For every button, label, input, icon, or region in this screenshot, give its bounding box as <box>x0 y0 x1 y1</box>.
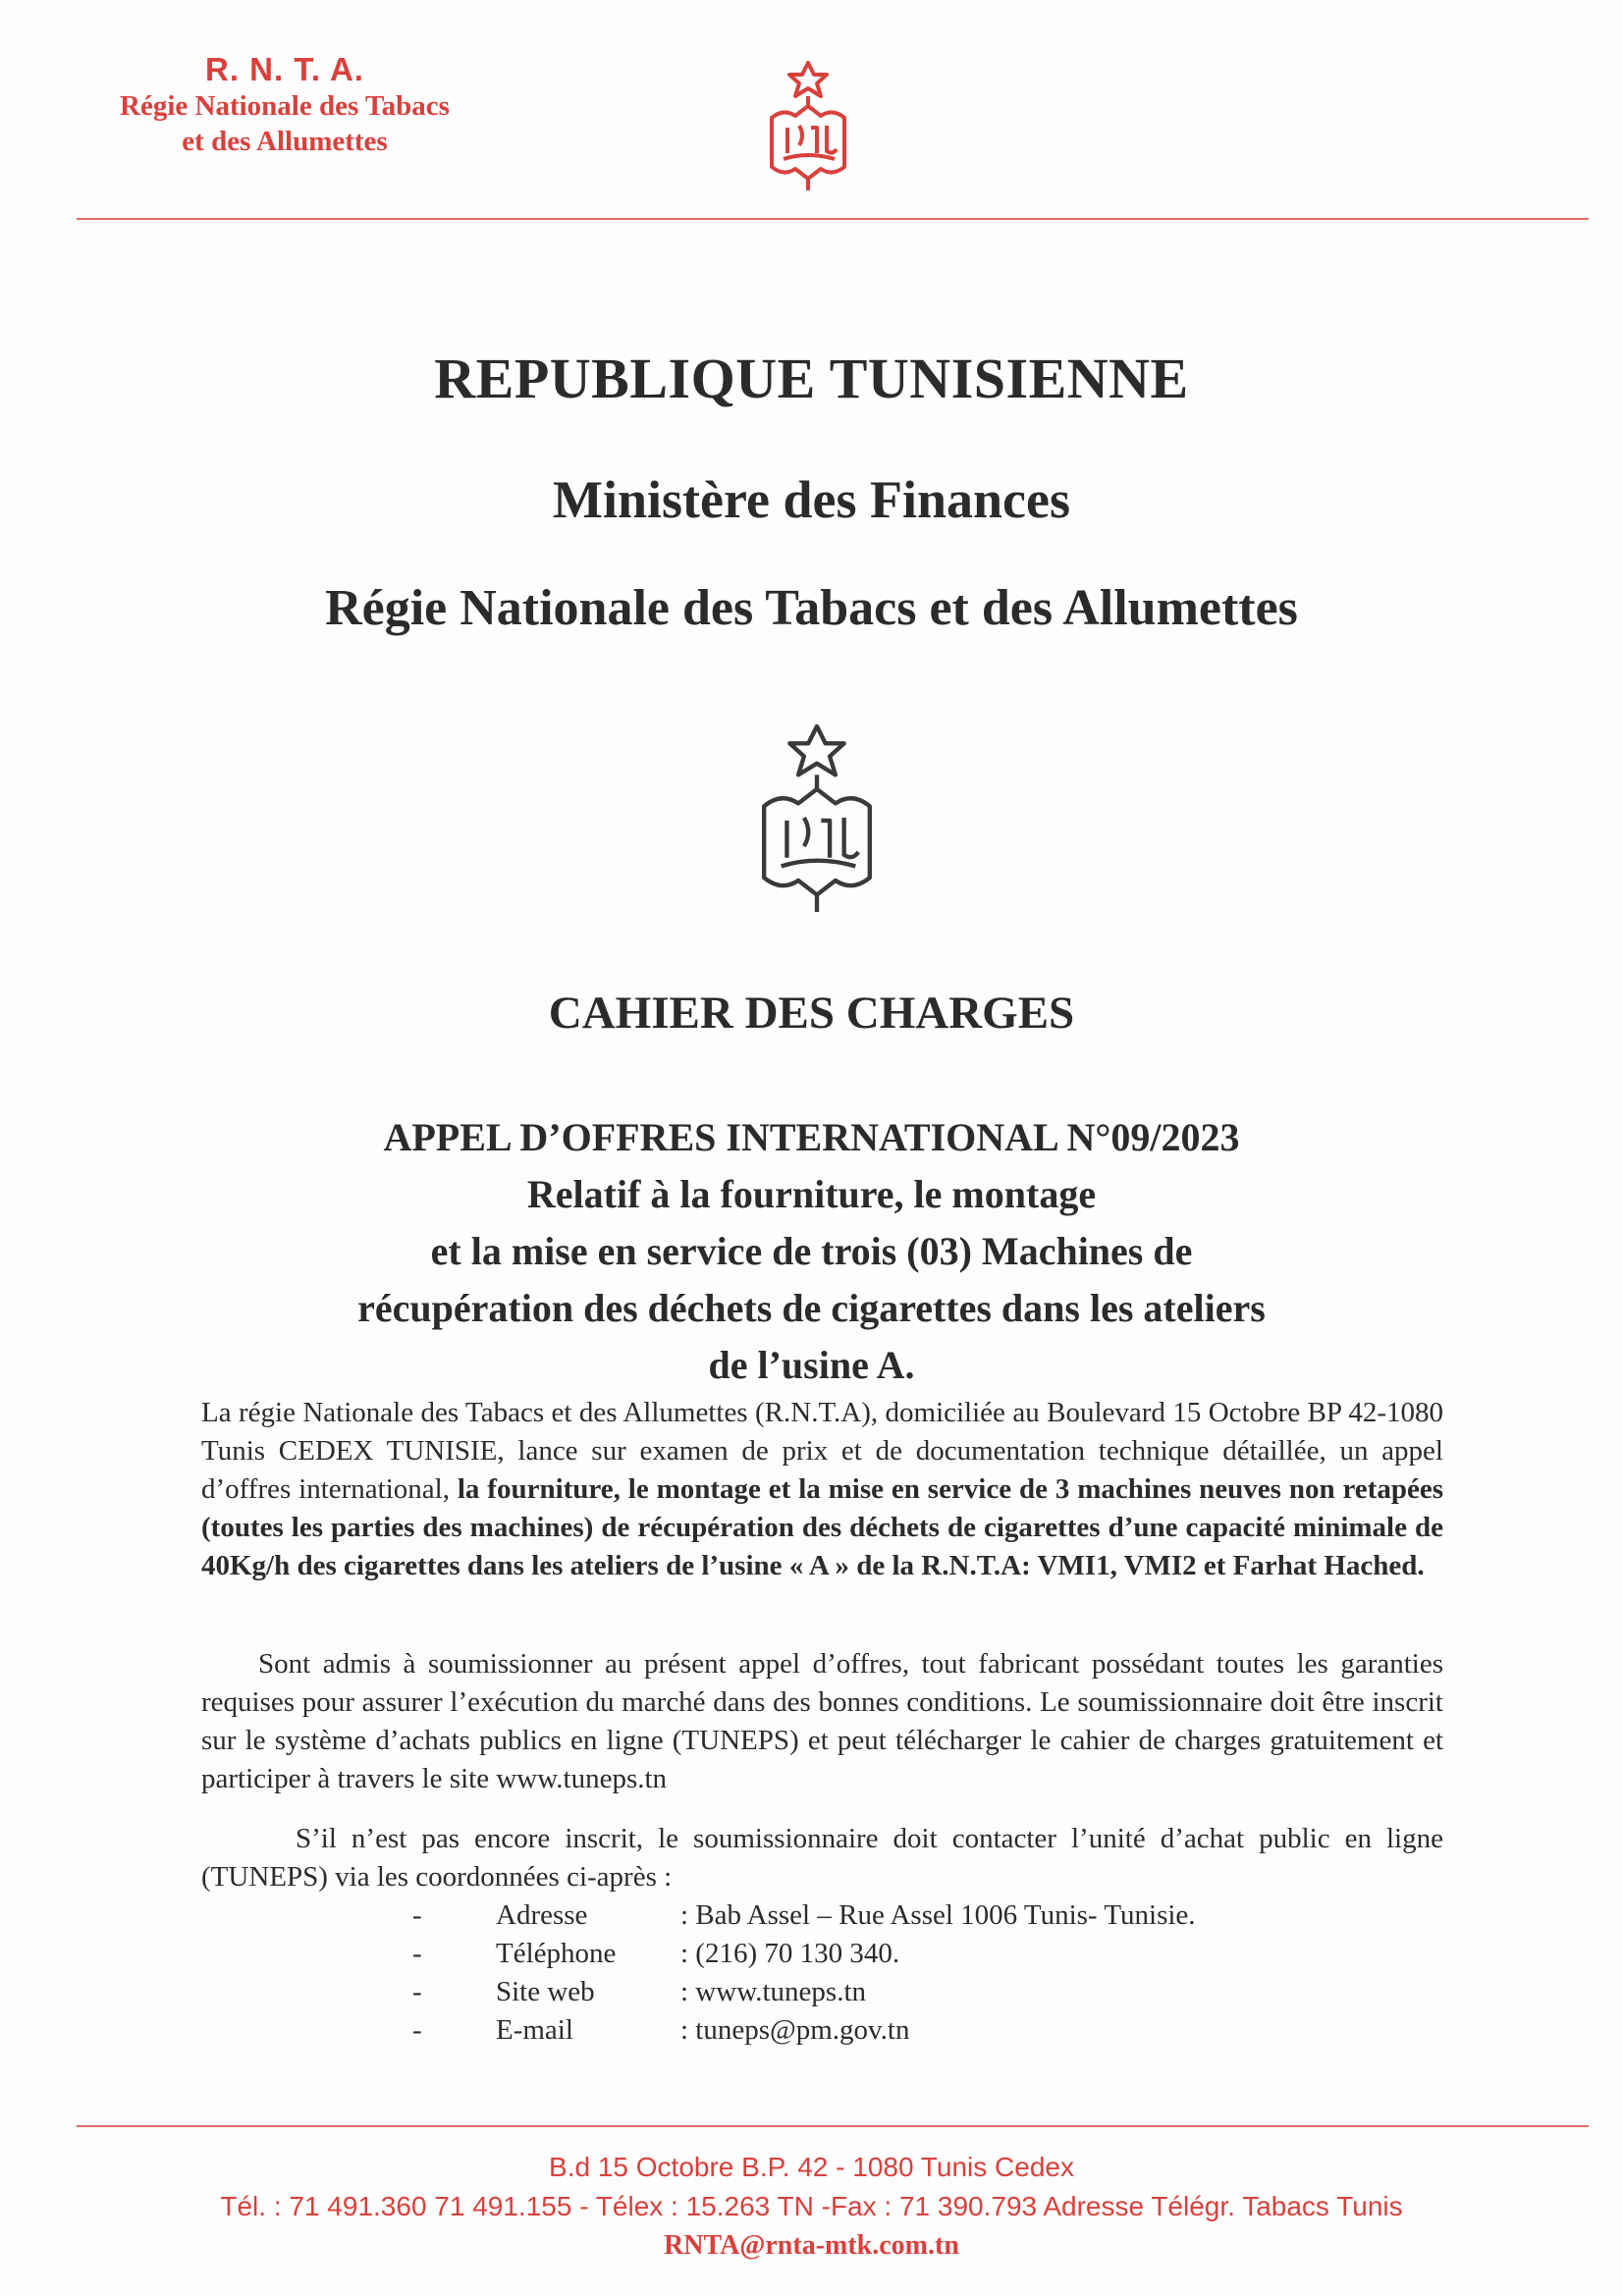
letterhead-organization <box>59 51 511 159</box>
ministry-title: Ministère des Finances <box>553 470 1070 529</box>
paragraph-intro-text: La régie Nationale des Tabacs et des Allumettes (R.N.T.A), domiciliée au Boulevard 15 Octobre BP 42-1080 Tunis CEDEX TUNISIE, lance sur examen de prix et de documentation technique détaillée, un appel d’offres international, <box>201 1397 1443 1505</box>
contact-value: : Bab Assel – Rue Assel 1006 Tunis- Tunisie. <box>680 1899 1196 1931</box>
contact-value: : (216) 70 130 340. <box>680 1938 900 1969</box>
republic-title: REPUBLIQUE TUNISIENNE <box>434 347 1189 410</box>
list-dash: - <box>412 1938 422 1969</box>
contact-label: Site web <box>496 1976 595 2007</box>
tender-title-line: récupération des déchets de cigarettes dans les ateliers <box>357 1286 1266 1330</box>
tender-title-line: et la mise en service de trois (03) Machines de <box>430 1229 1193 1273</box>
letterhead-name-line2: et des Allumettes <box>182 126 388 157</box>
tender-title-line: APPEL D’OFFRES INTERNATIONAL N°09/2023 <box>383 1115 1240 1159</box>
document-title: CAHIER DES CHARGES <box>548 988 1075 1039</box>
rnta-emblem-icon <box>738 715 895 921</box>
letterhead-name-line1: Régie Nationale des Tabacs <box>120 90 450 122</box>
letterhead-acronym: R. N. T. A. <box>205 51 364 87</box>
list-dash: - <box>412 2014 422 2046</box>
paragraph-registration: S’il n’est pas encore inscrit, le soumissionnaire doit contacter l’unité d’achat public en ligne (TUNEPS) via les coordonnées ci-après : <box>201 1823 1443 1893</box>
contact-list <box>412 1896 1196 2050</box>
contact-value: : tuneps@pm.gov.tn <box>680 2014 910 2046</box>
paragraph-eligibility: Sont admis à soumissionner au présent appel d’offres, tout fabricant possédant toutes les garanties requises pour assurer l’exécution du marché dans des bonnes conditions. Le soumissionnaire doit être inscrit sur le système d’achats publics en ligne (TUNEPS) et peut télécharger le cahier de charges gratuitement et participer à travers le site www.tuneps.tn <box>201 1648 1443 1794</box>
footer-phones: Tél. : 71 491.360 71 491.155 - Télex : 15.263 TN -Fax : 71 390.793 Adresse Télégr. Tabacs Tunis <box>220 2191 1403 2221</box>
header-divider <box>77 218 1589 220</box>
rnta-emblem-icon <box>754 57 862 194</box>
tender-title-line: de l’usine A. <box>708 1343 915 1387</box>
contact-row <box>412 1935 1196 1973</box>
paragraph-intro-bold: la fourniture, le montage et la mise en service de 3 machines neuves non retapées (toutes les parties des machines) de récupération des déchets de cigarettes d’une capacité minimale de 40Kg/h des cigarettes dans les ateliers de l’usine « A » de la R.N.T.A: VMI1, VMI2 et Farhat Hached. <box>201 1473 1443 1581</box>
regie-title: Régie Nationale des Tabacs et des Allumettes <box>325 580 1298 636</box>
footer-email: RNTA@rnta-mtk.com.tn <box>664 2230 959 2261</box>
footer-divider <box>77 2125 1589 2127</box>
contact-label: Adresse <box>496 1899 588 1931</box>
list-dash: - <box>412 1899 422 1931</box>
contact-row <box>412 2011 1196 2050</box>
contact-label: E-mail <box>496 2014 573 2046</box>
footer-address: B.d 15 Octobre B.P. 42 - 1080 Tunis Cedex <box>549 2152 1074 2182</box>
list-dash: - <box>412 1976 422 2007</box>
tender-title-line: Relatif à la fourniture, le montage <box>526 1172 1097 1216</box>
contact-row <box>412 1973 1196 2011</box>
tender-title <box>0 1109 1623 1394</box>
paragraph-intro <box>201 1394 1443 1585</box>
contact-label: Téléphone <box>496 1938 617 1969</box>
contact-row <box>412 1896 1196 1935</box>
contact-value: : www.tuneps.tn <box>680 1976 867 2007</box>
